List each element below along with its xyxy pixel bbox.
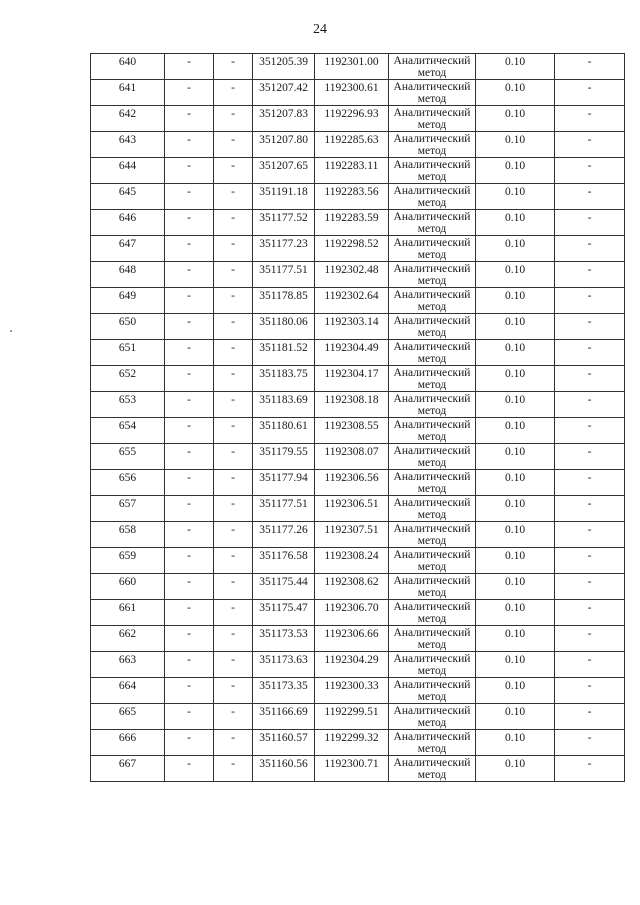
note-cell: -: [555, 704, 625, 730]
note-cell: -: [555, 392, 625, 418]
table-row: [91, 236, 625, 262]
x-coordinate-cell: 351207.65: [253, 158, 315, 184]
x-coordinate-cell: 351183.69: [253, 392, 315, 418]
empty-cell: -: [165, 548, 214, 574]
method-cell: Аналитический метод: [389, 54, 476, 80]
table-row: [91, 184, 625, 210]
method-cell: Аналитический метод: [389, 80, 476, 106]
empty-cell: -: [214, 340, 253, 366]
accuracy-cell: 0.10: [476, 392, 555, 418]
empty-cell: -: [165, 184, 214, 210]
note-cell: -: [555, 236, 625, 262]
y-coordinate-cell: 1192306.51: [315, 496, 389, 522]
empty-cell: -: [165, 496, 214, 522]
note-cell: -: [555, 366, 625, 392]
y-coordinate-cell: 1192308.07: [315, 444, 389, 470]
empty-cell: -: [214, 392, 253, 418]
y-coordinate-cell: 1192301.00: [315, 54, 389, 80]
empty-cell: -: [165, 158, 214, 184]
method-cell: Аналитический метод: [389, 704, 476, 730]
empty-cell: -: [165, 262, 214, 288]
point-number-cell: 641: [91, 80, 165, 106]
table-row: [91, 132, 625, 158]
empty-cell: -: [214, 730, 253, 756]
point-number-cell: 647: [91, 236, 165, 262]
table-row: [91, 652, 625, 678]
accuracy-cell: 0.10: [476, 470, 555, 496]
method-cell: Аналитический метод: [389, 106, 476, 132]
y-coordinate-cell: 1192302.48: [315, 262, 389, 288]
table-row: [91, 678, 625, 704]
note-cell: -: [555, 340, 625, 366]
empty-cell: -: [214, 756, 253, 782]
empty-cell: -: [165, 340, 214, 366]
note-cell: -: [555, 678, 625, 704]
note-cell: -: [555, 548, 625, 574]
empty-cell: -: [165, 80, 214, 106]
empty-cell: -: [165, 600, 214, 626]
note-cell: -: [555, 54, 625, 80]
empty-cell: -: [214, 184, 253, 210]
note-cell: -: [555, 652, 625, 678]
note-cell: -: [555, 600, 625, 626]
x-coordinate-cell: 351175.44: [253, 574, 315, 600]
empty-cell: -: [165, 678, 214, 704]
accuracy-cell: 0.10: [476, 574, 555, 600]
accuracy-cell: 0.10: [476, 652, 555, 678]
method-cell: Аналитический метод: [389, 756, 476, 782]
table-row: [91, 314, 625, 340]
x-coordinate-cell: 351177.51: [253, 496, 315, 522]
y-coordinate-cell: 1192304.49: [315, 340, 389, 366]
accuracy-cell: 0.10: [476, 626, 555, 652]
x-coordinate-cell: 351177.52: [253, 210, 315, 236]
accuracy-cell: 0.10: [476, 262, 555, 288]
table-row: [91, 418, 625, 444]
accuracy-cell: 0.10: [476, 704, 555, 730]
note-cell: -: [555, 132, 625, 158]
point-number-cell: 656: [91, 470, 165, 496]
accuracy-cell: 0.10: [476, 496, 555, 522]
empty-cell: -: [165, 522, 214, 548]
x-coordinate-cell: 351207.42: [253, 80, 315, 106]
empty-cell: -: [214, 626, 253, 652]
x-coordinate-cell: 351160.57: [253, 730, 315, 756]
y-coordinate-cell: 1192308.55: [315, 418, 389, 444]
accuracy-cell: 0.10: [476, 314, 555, 340]
empty-cell: -: [165, 54, 214, 80]
y-coordinate-cell: 1192299.51: [315, 704, 389, 730]
x-coordinate-cell: 351173.63: [253, 652, 315, 678]
y-coordinate-cell: 1192306.56: [315, 470, 389, 496]
empty-cell: -: [214, 288, 253, 314]
method-cell: Аналитический метод: [389, 158, 476, 184]
accuracy-cell: 0.10: [476, 236, 555, 262]
x-coordinate-cell: 351176.58: [253, 548, 315, 574]
table-row: [91, 574, 625, 600]
note-cell: -: [555, 158, 625, 184]
table-row: [91, 496, 625, 522]
method-cell: Аналитический метод: [389, 574, 476, 600]
x-coordinate-cell: 351180.61: [253, 418, 315, 444]
empty-cell: -: [165, 652, 214, 678]
point-number-cell: 655: [91, 444, 165, 470]
empty-cell: -: [165, 236, 214, 262]
table-row: [91, 262, 625, 288]
method-cell: Аналитический метод: [389, 652, 476, 678]
point-number-cell: 657: [91, 496, 165, 522]
note-cell: -: [555, 80, 625, 106]
y-coordinate-cell: 1192308.62: [315, 574, 389, 600]
method-cell: Аналитический метод: [389, 262, 476, 288]
point-number-cell: 654: [91, 418, 165, 444]
empty-cell: -: [214, 704, 253, 730]
y-coordinate-cell: 1192299.32: [315, 730, 389, 756]
empty-cell: -: [214, 652, 253, 678]
empty-cell: -: [165, 756, 214, 782]
table-row: [91, 600, 625, 626]
empty-cell: -: [165, 314, 214, 340]
note-cell: -: [555, 418, 625, 444]
accuracy-cell: 0.10: [476, 366, 555, 392]
empty-cell: -: [165, 444, 214, 470]
method-cell: Аналитический метод: [389, 236, 476, 262]
x-coordinate-cell: 351205.39: [253, 54, 315, 80]
note-cell: -: [555, 574, 625, 600]
x-coordinate-cell: 351173.53: [253, 626, 315, 652]
y-coordinate-cell: 1192308.18: [315, 392, 389, 418]
table-row: [91, 210, 625, 236]
empty-cell: -: [214, 80, 253, 106]
method-cell: Аналитический метод: [389, 210, 476, 236]
table-row: [91, 80, 625, 106]
method-cell: Аналитический метод: [389, 132, 476, 158]
table-row: [91, 704, 625, 730]
point-number-cell: 659: [91, 548, 165, 574]
y-coordinate-cell: 1192283.59: [315, 210, 389, 236]
y-coordinate-cell: 1192306.66: [315, 626, 389, 652]
empty-cell: -: [165, 418, 214, 444]
scan-speck: [10, 330, 12, 332]
table-row: [91, 730, 625, 756]
accuracy-cell: 0.10: [476, 132, 555, 158]
empty-cell: -: [214, 210, 253, 236]
empty-cell: -: [214, 418, 253, 444]
y-coordinate-cell: 1192300.71: [315, 756, 389, 782]
y-coordinate-cell: 1192303.14: [315, 314, 389, 340]
note-cell: -: [555, 756, 625, 782]
accuracy-cell: 0.10: [476, 80, 555, 106]
x-coordinate-cell: 351166.69: [253, 704, 315, 730]
y-coordinate-cell: 1192283.56: [315, 184, 389, 210]
method-cell: Аналитический метод: [389, 470, 476, 496]
table-row: [91, 756, 625, 782]
empty-cell: -: [214, 600, 253, 626]
accuracy-cell: 0.10: [476, 522, 555, 548]
note-cell: -: [555, 470, 625, 496]
note-cell: -: [555, 522, 625, 548]
empty-cell: -: [214, 314, 253, 340]
y-coordinate-cell: 1192296.93: [315, 106, 389, 132]
x-coordinate-cell: 351173.35: [253, 678, 315, 704]
empty-cell: -: [165, 288, 214, 314]
point-number-cell: 652: [91, 366, 165, 392]
table-row: [91, 366, 625, 392]
y-coordinate-cell: 1192302.64: [315, 288, 389, 314]
accuracy-cell: 0.10: [476, 106, 555, 132]
accuracy-cell: 0.10: [476, 600, 555, 626]
method-cell: Аналитический метод: [389, 600, 476, 626]
point-number-cell: 643: [91, 132, 165, 158]
table-row: [91, 158, 625, 184]
y-coordinate-cell: 1192298.52: [315, 236, 389, 262]
empty-cell: -: [214, 522, 253, 548]
point-number-cell: 660: [91, 574, 165, 600]
method-cell: Аналитический метод: [389, 730, 476, 756]
table-row: [91, 340, 625, 366]
point-number-cell: 664: [91, 678, 165, 704]
note-cell: -: [555, 626, 625, 652]
method-cell: Аналитический метод: [389, 288, 476, 314]
x-coordinate-cell: 351180.06: [253, 314, 315, 340]
table-row: [91, 288, 625, 314]
empty-cell: -: [214, 574, 253, 600]
method-cell: Аналитический метод: [389, 626, 476, 652]
accuracy-cell: 0.10: [476, 184, 555, 210]
point-number-cell: 640: [91, 54, 165, 80]
accuracy-cell: 0.10: [476, 288, 555, 314]
accuracy-cell: 0.10: [476, 678, 555, 704]
point-number-cell: 642: [91, 106, 165, 132]
empty-cell: -: [214, 678, 253, 704]
table-row: [91, 470, 625, 496]
method-cell: Аналитический метод: [389, 522, 476, 548]
empty-cell: -: [165, 574, 214, 600]
y-coordinate-cell: 1192304.29: [315, 652, 389, 678]
point-number-cell: 667: [91, 756, 165, 782]
table-row: [91, 522, 625, 548]
empty-cell: -: [165, 470, 214, 496]
table-row: [91, 106, 625, 132]
empty-cell: -: [165, 210, 214, 236]
empty-cell: -: [165, 132, 214, 158]
point-number-cell: 665: [91, 704, 165, 730]
table-row: [91, 444, 625, 470]
empty-cell: -: [214, 262, 253, 288]
accuracy-cell: 0.10: [476, 54, 555, 80]
empty-cell: -: [165, 626, 214, 652]
y-coordinate-cell: 1192300.33: [315, 678, 389, 704]
note-cell: -: [555, 262, 625, 288]
empty-cell: -: [165, 392, 214, 418]
y-coordinate-cell: 1192300.61: [315, 80, 389, 106]
accuracy-cell: 0.10: [476, 444, 555, 470]
x-coordinate-cell: 351181.52: [253, 340, 315, 366]
empty-cell: -: [214, 470, 253, 496]
x-coordinate-cell: 351178.85: [253, 288, 315, 314]
coordinates-table: [90, 53, 625, 782]
point-number-cell: 658: [91, 522, 165, 548]
point-number-cell: 650: [91, 314, 165, 340]
empty-cell: -: [165, 366, 214, 392]
point-number-cell: 653: [91, 392, 165, 418]
x-coordinate-cell: 351207.80: [253, 132, 315, 158]
method-cell: Аналитический метод: [389, 366, 476, 392]
accuracy-cell: 0.10: [476, 418, 555, 444]
x-coordinate-cell: 351175.47: [253, 600, 315, 626]
y-coordinate-cell: 1192285.63: [315, 132, 389, 158]
method-cell: Аналитический метод: [389, 678, 476, 704]
accuracy-cell: 0.10: [476, 548, 555, 574]
y-coordinate-cell: 1192307.51: [315, 522, 389, 548]
note-cell: -: [555, 496, 625, 522]
accuracy-cell: 0.10: [476, 340, 555, 366]
accuracy-cell: 0.10: [476, 756, 555, 782]
table-row: [91, 54, 625, 80]
coordinates-table-body: [91, 54, 625, 782]
x-coordinate-cell: 351177.51: [253, 262, 315, 288]
y-coordinate-cell: 1192283.11: [315, 158, 389, 184]
x-coordinate-cell: 351207.83: [253, 106, 315, 132]
empty-cell: -: [214, 444, 253, 470]
x-coordinate-cell: 351179.55: [253, 444, 315, 470]
note-cell: -: [555, 210, 625, 236]
x-coordinate-cell: 351177.26: [253, 522, 315, 548]
x-coordinate-cell: 351177.23: [253, 236, 315, 262]
point-number-cell: 651: [91, 340, 165, 366]
table-row: [91, 392, 625, 418]
empty-cell: -: [214, 236, 253, 262]
table-row: [91, 626, 625, 652]
x-coordinate-cell: 351191.18: [253, 184, 315, 210]
accuracy-cell: 0.10: [476, 730, 555, 756]
empty-cell: -: [214, 54, 253, 80]
empty-cell: -: [165, 730, 214, 756]
empty-cell: -: [165, 704, 214, 730]
table-row: [91, 548, 625, 574]
note-cell: -: [555, 184, 625, 210]
y-coordinate-cell: 1192308.24: [315, 548, 389, 574]
accuracy-cell: 0.10: [476, 158, 555, 184]
x-coordinate-cell: 351183.75: [253, 366, 315, 392]
point-number-cell: 649: [91, 288, 165, 314]
page-number: 24: [313, 22, 327, 37]
method-cell: Аналитический метод: [389, 184, 476, 210]
method-cell: Аналитический метод: [389, 340, 476, 366]
empty-cell: -: [165, 106, 214, 132]
note-cell: -: [555, 314, 625, 340]
method-cell: Аналитический метод: [389, 548, 476, 574]
empty-cell: -: [214, 158, 253, 184]
note-cell: -: [555, 730, 625, 756]
point-number-cell: 661: [91, 600, 165, 626]
method-cell: Аналитический метод: [389, 496, 476, 522]
x-coordinate-cell: 351160.56: [253, 756, 315, 782]
method-cell: Аналитический метод: [389, 392, 476, 418]
point-number-cell: 644: [91, 158, 165, 184]
y-coordinate-cell: 1192304.17: [315, 366, 389, 392]
y-coordinate-cell: 1192306.70: [315, 600, 389, 626]
method-cell: Аналитический метод: [389, 314, 476, 340]
accuracy-cell: 0.10: [476, 210, 555, 236]
point-number-cell: 666: [91, 730, 165, 756]
method-cell: Аналитический метод: [389, 418, 476, 444]
note-cell: -: [555, 444, 625, 470]
method-cell: Аналитический метод: [389, 444, 476, 470]
point-number-cell: 662: [91, 626, 165, 652]
note-cell: -: [555, 106, 625, 132]
point-number-cell: 645: [91, 184, 165, 210]
x-coordinate-cell: 351177.94: [253, 470, 315, 496]
empty-cell: -: [214, 106, 253, 132]
note-cell: -: [555, 288, 625, 314]
empty-cell: -: [214, 548, 253, 574]
empty-cell: -: [214, 132, 253, 158]
empty-cell: -: [214, 366, 253, 392]
point-number-cell: 646: [91, 210, 165, 236]
empty-cell: -: [214, 496, 253, 522]
point-number-cell: 648: [91, 262, 165, 288]
point-number-cell: 663: [91, 652, 165, 678]
